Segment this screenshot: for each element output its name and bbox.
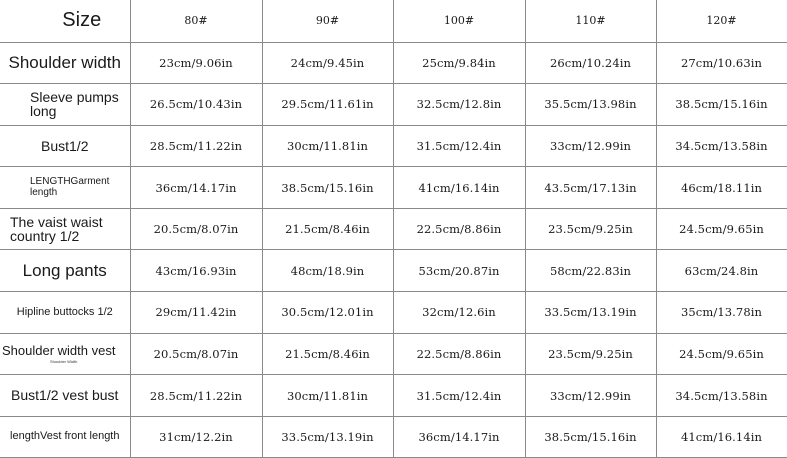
row-label-vest-bust: Bust1/2 vest bust: [0, 375, 130, 417]
table-cell: 27cm/10.63in: [656, 42, 787, 84]
table-row: [0, 292, 787, 334]
row-label-hipline: Hipline buttocks 1/2: [0, 292, 130, 334]
table-cell: 38.5cm/15.16in: [656, 84, 787, 126]
table-cell: 21.5cm/8.46in: [262, 333, 393, 375]
table-row: [0, 333, 787, 375]
table-cell: 34.5cm/13.58in: [656, 375, 787, 417]
table-row: [0, 250, 787, 292]
table-row: [0, 375, 787, 417]
table-cell: 36cm/14.17in: [130, 167, 262, 209]
size-corner-label: Size: [0, 0, 130, 42]
size-header-80: 80#: [130, 0, 262, 42]
table-cell: 32.5cm/12.8in: [393, 84, 525, 126]
size-header-90: 90#: [262, 0, 393, 42]
size-header-100: 100#: [393, 0, 525, 42]
table-row: [0, 125, 787, 167]
table-cell: 29.5cm/11.61in: [262, 84, 393, 126]
table-cell: 46cm/18.11in: [656, 167, 787, 209]
table-row: [0, 208, 787, 250]
table-cell: 43cm/16.93in: [130, 250, 262, 292]
table-cell: 22.5cm/8.86in: [393, 333, 525, 375]
table-row: [0, 416, 787, 458]
table-cell: 33cm/12.99in: [525, 125, 656, 167]
table-cell: 24.5cm/9.65in: [656, 333, 787, 375]
table-cell: 24cm/9.45in: [262, 42, 393, 84]
row-label-shoulder-width: Shoulder width: [0, 42, 130, 84]
header-row: [0, 0, 787, 42]
table-cell: 32cm/12.6in: [393, 292, 525, 334]
table-cell: 20.5cm/8.07in: [130, 208, 262, 250]
table-cell: 26.5cm/10.43in: [130, 84, 262, 126]
table-cell: 23cm/9.06in: [130, 42, 262, 84]
table-cell: 28.5cm/11.22in: [130, 375, 262, 417]
table-cell: 23.5cm/9.25in: [525, 208, 656, 250]
table-row: [0, 84, 787, 126]
table-cell: 26cm/10.24in: [525, 42, 656, 84]
row-label-waist: The vaist waist country 1/2: [0, 208, 130, 250]
table-cell: 35cm/13.78in: [656, 292, 787, 334]
table-cell: 31.5cm/12.4in: [393, 375, 525, 417]
table-cell: 23.5cm/9.25in: [525, 333, 656, 375]
row-label-vest-shoulder: [0, 333, 130, 375]
table-cell: 33cm/12.99in: [525, 375, 656, 417]
table-cell: 53cm/20.87in: [393, 250, 525, 292]
table-cell: 30cm/11.81in: [262, 125, 393, 167]
vest-shoulder-note: Shoulder Width: [50, 358, 78, 364]
size-header-110: 110#: [525, 0, 656, 42]
table-cell: 41cm/16.14in: [393, 167, 525, 209]
table-cell: 35.5cm/13.98in: [525, 84, 656, 126]
table-row: [0, 42, 787, 84]
row-label-bust: Bust1/2: [0, 125, 130, 167]
table-cell: 22.5cm/8.86in: [393, 208, 525, 250]
table-cell: 48cm/18.9in: [262, 250, 393, 292]
table-cell: 24.5cm/9.65in: [656, 208, 787, 250]
row-label-long-pants: Long pants: [0, 250, 130, 292]
table-cell: 28.5cm/11.22in: [130, 125, 262, 167]
table-cell: 31.5cm/12.4in: [393, 125, 525, 167]
table-cell: 30cm/11.81in: [262, 375, 393, 417]
table-cell: 36cm/14.17in: [393, 416, 525, 458]
row-label-sleeve-length: Sleeve pumps long: [0, 84, 130, 126]
table-cell: 33.5cm/13.19in: [262, 416, 393, 458]
vest-shoulder-label: Shoulder width vest: [2, 342, 116, 358]
table-cell: 43.5cm/17.13in: [525, 167, 656, 209]
table-cell: 21.5cm/8.46in: [262, 208, 393, 250]
table-row: [0, 167, 787, 209]
table-cell: 25cm/9.84in: [393, 42, 525, 84]
table-cell: 33.5cm/13.19in: [525, 292, 656, 334]
row-label-garment-length: LENGTHGarment length: [0, 167, 130, 209]
table-cell: 58cm/22.83in: [525, 250, 656, 292]
table-cell: 31cm/12.2in: [130, 416, 262, 458]
size-header-120: 120#: [656, 0, 787, 42]
table-cell: 20.5cm/8.07in: [130, 333, 262, 375]
table-cell: 41cm/16.14in: [656, 416, 787, 458]
table-cell: 30.5cm/12.01in: [262, 292, 393, 334]
table-cell: 38.5cm/15.16in: [525, 416, 656, 458]
table-cell: 34.5cm/13.58in: [656, 125, 787, 167]
row-label-vest-front-length: lengthVest front length: [0, 416, 130, 458]
table-cell: 29cm/11.42in: [130, 292, 262, 334]
table-cell: 38.5cm/15.16in: [262, 167, 393, 209]
table-cell: 63cm/24.8in: [656, 250, 787, 292]
